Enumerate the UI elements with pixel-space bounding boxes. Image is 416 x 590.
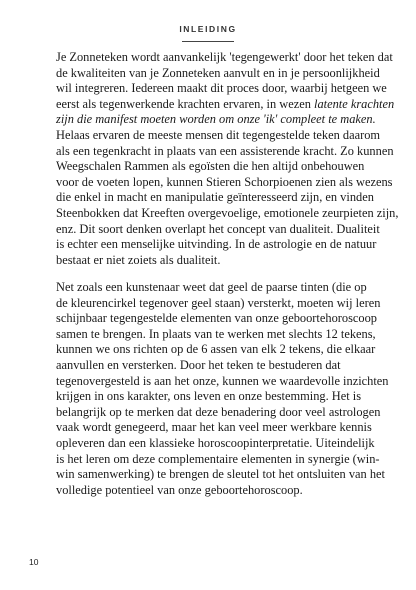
text-line: kunnen we ons richten op de 6 assen van elk 2 tekens, die elkaar [56,342,376,357]
text-line: belangrijk op te merken dat deze benadering door veel astrologen [56,404,381,419]
text-line: Net zoals een kunstenaar weet dat geel de paarse tinten (die op [56,280,367,294]
italic-emphasis: latente krachten [314,96,395,111]
header-underline [182,41,234,42]
italic-emphasis: zijn die manifest moeten worden om onze 'ik' compleet te maken. [56,112,376,127]
text-line: krijgen in ons karakter, ons leven en onze bestemming. Het is [56,389,362,404]
text-line: bestaat er niet zoiets als dualiteit. [56,252,221,267]
text-line: samen te brengen. In plaats van te werken met slechts 12 tekens, [56,326,376,341]
text-line: Je Zonneteken wordt aanvankelijk 'tegengewerkt' door het teken dat [56,50,393,64]
text-line: vaak wordt genegeerd, maar het kan veel meer werkbare kennis [56,420,372,435]
text-run: eerst als tegenwerkende krachten ervaren, in wezen [56,96,315,111]
text-line: Helaas ervaren de meeste mensen dit tegengestelde teken daarom [56,127,381,142]
text-line: win samenwerking) te brengen de sleutel tot het ontsluiten van het [56,467,385,482]
page-number: 10 [29,557,39,567]
paragraph-1 [56,50,399,268]
text-line: is echter een menselijke uitvinding. In de astrologie en de natuur [56,237,377,252]
paragraph-2 [56,280,389,498]
text-line: tegenovergesteld is aan het onze, kunnen we waardevolle inzichten [56,373,389,388]
text-line: Steenbokken dat Kreeften overgevoelige, emotionele zeurpieten zijn, [56,205,399,220]
text-line: de kleurencirkel tegenover geel staan) versterkt, moeten wij leren [56,295,381,310]
text-line-italic [56,112,382,128]
text-line: enz. Dit soort denken overlapt het concept van dualiteit. Dualiteit [56,221,380,236]
text-line: schijnbaar tegengestelde elementen van onze geboortehoroscoop [56,311,377,326]
chapter-title: INLEIDING [179,24,237,34]
text-line-mixed [56,96,395,113]
text-line: voor de voeten lopen, kunnen Stieren Schorpioenen zien als wezens [56,174,393,189]
text-line: de kwaliteiten van je Zonneteken aanvult en in je persoonlijkheid [56,65,380,80]
text-line: wil integreren. Iedereen maakt dit proces door, waarbij hetgeen we [56,81,387,96]
text-line: volledige potentieel van onze geboortehoroscoop. [56,482,303,497]
text-line: als een tegenkracht in plaats van een assisterende kracht. Zo kunnen [56,143,394,158]
text-line: aanvullen en versterken. Door het teken te bestuderen dat [56,357,341,372]
text-line: opleveren dan een klassieke horoscoopinterpretatie. Uiteindelijk [56,435,375,450]
text-line: Weegschalen Rammen als egoïsten die hen altijd onbehouwen [56,159,365,174]
text-line: die enkel in macht en manipulatie geïnteresseerd zijn, en vinden [56,190,374,205]
text-line: is het leren om deze complementaire elementen in synergie (win- [56,451,380,466]
